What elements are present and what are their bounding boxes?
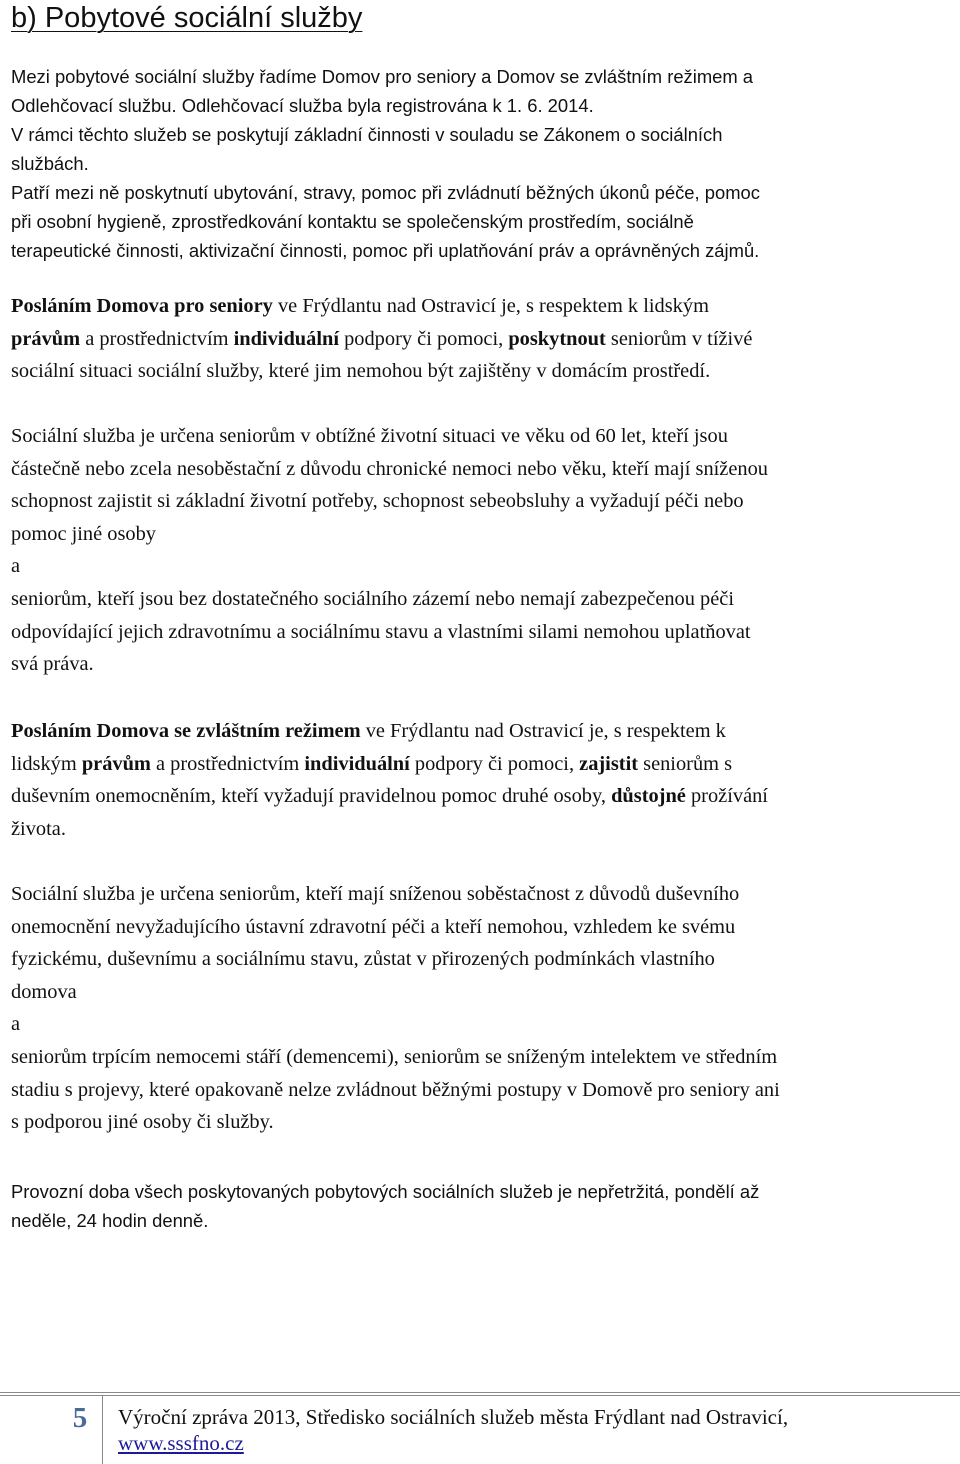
mission-text: podpory či pomoci, [339,327,509,350]
target-line: seniorům trpícím nemocemi stáří (demencemi), seniorům se sníženým intelektem ve středním [11,1045,778,1068]
footer-divider [102,1396,103,1464]
footer-title: Výroční zpráva 2013, Středisko sociálních služeb města Frýdlant nad Ostravicí, [118,1405,789,1429]
mission-text: seniorům s [638,752,733,775]
mission-line: života. [11,817,66,840]
intro-paragraph [11,62,949,265]
target-line: odpovídající jejich zdravotnímu a sociálnímu stavu a vlastními silami nemohou uplatňovat [11,620,751,643]
target-line: fyzickému, duševnímu a sociálnímu stavu, zůstat v přirozených podmínkách vlastního [11,948,715,971]
mission-special-paragraph [11,715,949,845]
target-line: a [11,1013,21,1036]
mission-text: ve Frýdlantu nad Ostravicí je, s respektem k lidským [272,295,709,317]
mission-bold: právům [11,327,81,350]
section-heading: b) Pobytové sociální služby [11,2,363,34]
mission-bold: poskytnout [508,327,606,350]
target-line: svá práva. [11,653,94,676]
target-line: schopnost zajistit si základní životní potřeby, schopnost sebeobsluhy a vyžadují péči nebo [11,490,744,513]
page-number: 5 [72,1402,88,1434]
footer-rule [0,1392,960,1396]
hours-line: neděle, 24 hodin denně. [11,1210,209,1231]
target-seniors-paragraph [11,420,949,681]
operating-hours-paragraph [11,1177,949,1235]
mission-text: seniorům v tíživé [605,327,753,350]
mission-text: a prostřednictvím [80,327,234,350]
mission-text: prožívání [685,785,768,808]
intro-line: službách. [11,153,89,174]
mission-line [11,290,949,323]
intro-line: Odlehčovací službu. Odlehčovací služba byla registrována k 1. 6. 2014. [11,95,594,116]
target-line: částečně nebo zcela nesoběstační z důvodu chronické nemoci nebo věku, kteří mají sníženou [11,457,768,480]
mission-bold: individuální [304,752,410,775]
mission-bold: zajistit [579,752,639,775]
target-line: seniorům, kteří jsou bez dostatečného sociálního zázemí nebo nemají zabezpečenou péči [11,587,735,610]
intro-line: Patří mezi ně poskytnutí ubytování, stravy, pomoc při zvládnutí běžných úkonů péče, pomoc [11,182,760,203]
mission-seniors-paragraph [11,290,949,388]
mission-text: lidským [11,752,82,775]
mission-bold: Posláním Domova se zvláštním režimem [11,720,361,742]
mission-line [11,780,949,813]
footer-text [118,1404,788,1456]
mission-line [11,715,949,748]
target-line: Sociální služba je určena seniorům, kteří mají sníženou soběstačnost z důvodů duševního [11,883,740,905]
target-line: domova [11,980,77,1003]
mission-line [11,748,949,781]
intro-line: Mezi pobytové sociální služby řadíme Domov pro seniory a Domov se zvláštním režimem a [11,66,754,87]
target-line: stadiu s projevy, které opakovaně nelze zvládnout běžnými postupy v Domově pro seniory ani [11,1078,780,1101]
target-line: a [11,555,21,578]
footer-url-link[interactable]: www.sssfno.cz [118,1431,244,1455]
mission-text: duševním onemocněním, kteří vyžadují pravidelnou pomoc druhé osoby, [11,785,612,808]
mission-line [11,323,949,356]
target-line: s podporou jiné osoby či služby. [11,1111,274,1134]
mission-bold: právům [81,752,151,775]
intro-line: při osobní hygieně, zprostředkování kontaktu se společenským prostředím, sociálně [11,211,694,232]
hours-line: Provozní doba všech poskytovaných pobytových sociálních služeb je nepřetržitá, pondělí až [11,1181,760,1202]
mission-bold: důstojné [611,785,686,808]
target-line: onemocnění nevyžadujícího ústavní zdravotní péči a kteří nemohou, vzhledem ke svému [11,915,736,938]
mission-text: a prostřednictvím [150,752,305,775]
intro-line: terapeutické činnosti, aktivizační činnosti, pomoc při uplatňování práv a oprávněných zájmů. [11,240,760,261]
mission-text: ve Frýdlantu nad Ostravicí je, s respektem k [360,720,726,742]
target-line: Sociální služba je určena seniorům v obtížné životní situaci ve věku od 60 let, kteří jsou [11,425,728,447]
mission-bold: individuální [233,327,339,350]
mission-bold: Posláním Domova pro seniory [11,295,273,317]
mission-text: podpory či pomoci, [409,752,580,775]
target-special-paragraph [11,878,949,1139]
target-line: pomoc jiné osoby [11,522,156,545]
mission-line: sociální situaci sociální služby, které jim nemohou být zajištěny v domácím prostředí. [11,360,711,383]
intro-line: V rámci těchto služeb se poskytují základní činnosti v souladu se Zákonem o sociálních [11,124,723,145]
